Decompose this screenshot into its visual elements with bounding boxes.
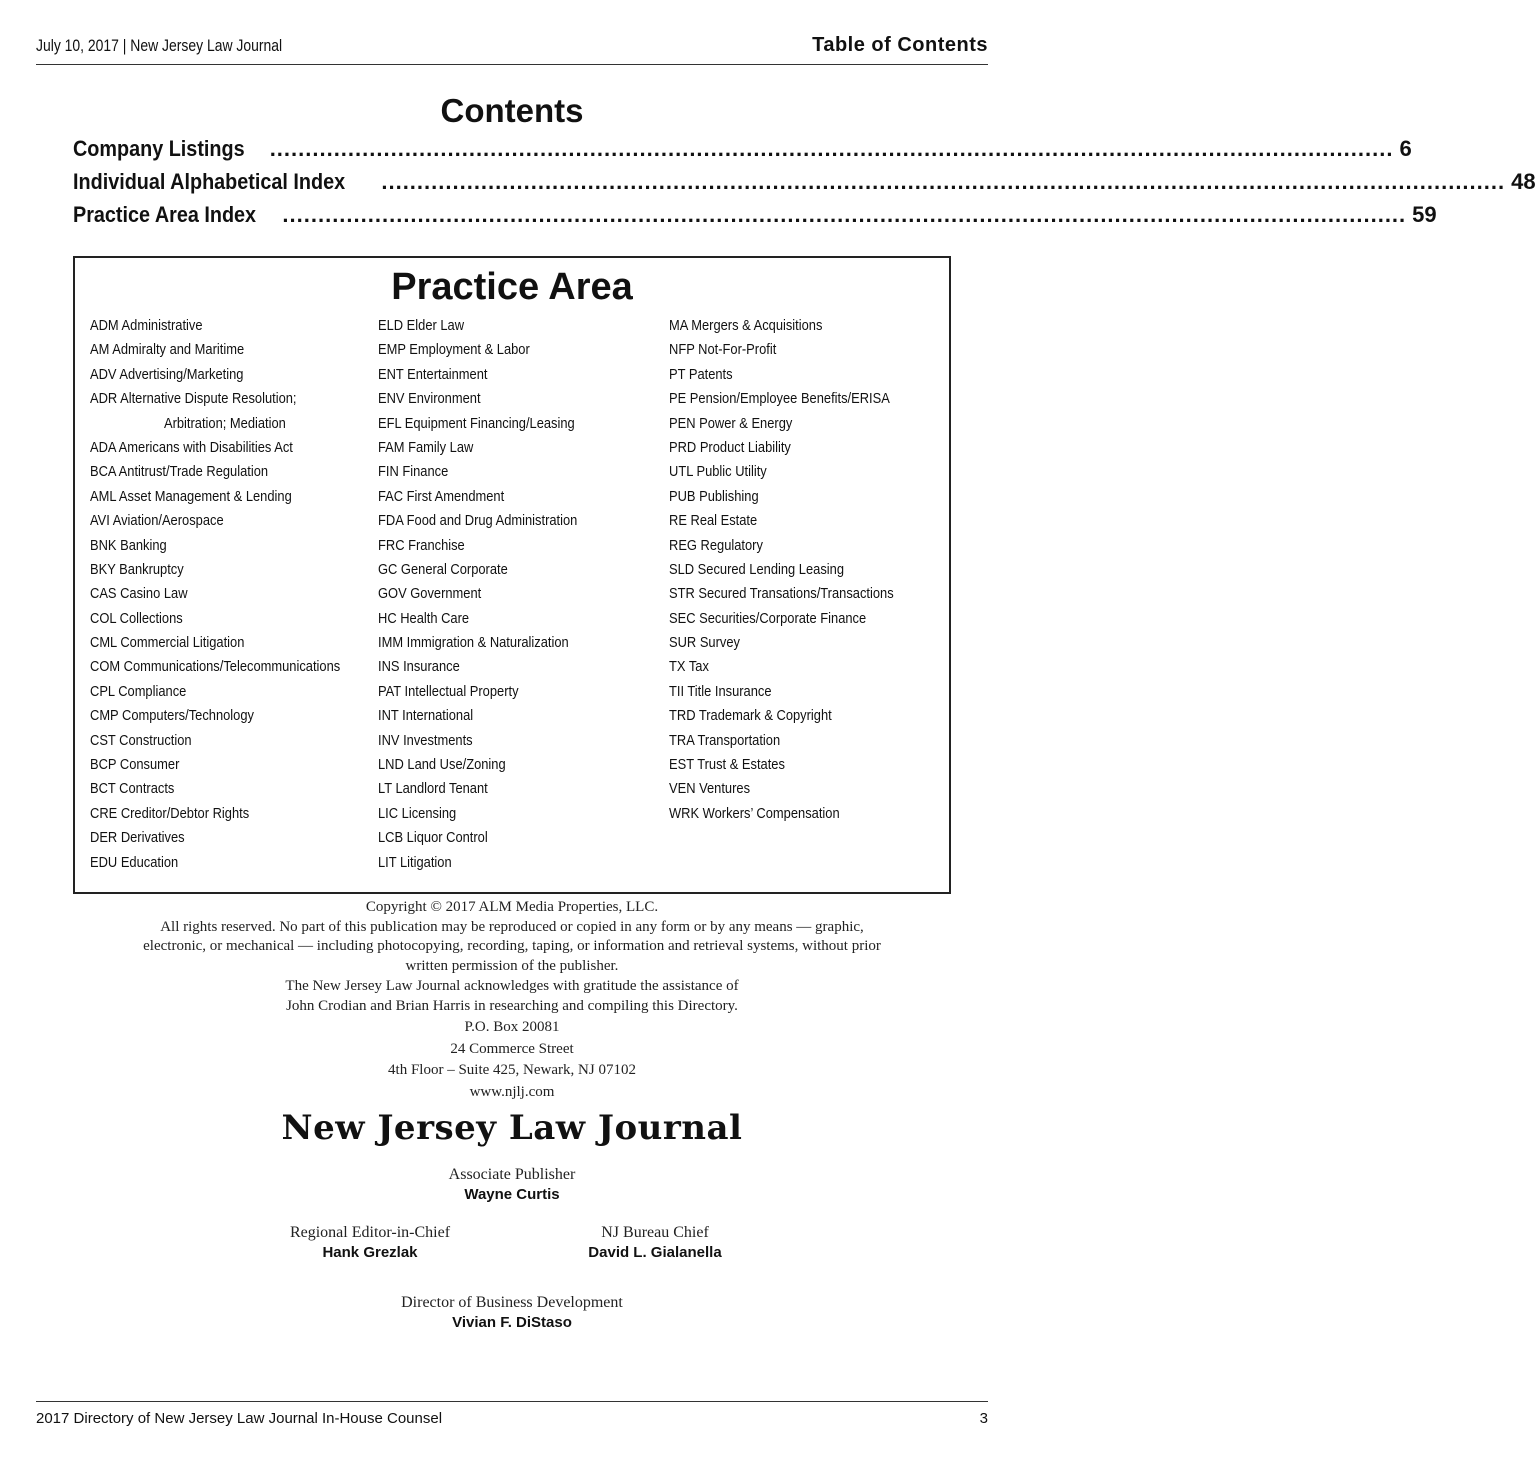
staff-role: Associate Publisher <box>448 1166 576 1183</box>
footer-publication-title: 2017 Directory of New Jersey Law Journal In-House Counsel <box>36 1410 443 1427</box>
practice-area-item: VEN Ventures <box>669 780 751 798</box>
practice-area-item: IMM Immigration & Naturalization <box>378 634 569 652</box>
practice-area-item: CPL Compliance <box>90 682 187 700</box>
practice-area-item: LND Land Use/Zoning <box>378 756 506 774</box>
practice-area-item: EMP Employment & Labor <box>378 341 530 359</box>
director-block <box>0 1294 1024 1331</box>
practice-area-item: FAM Family Law <box>378 438 474 456</box>
practice-area-item: FDA Food and Drug Administration <box>378 512 578 530</box>
practice-area-item: BCA Antitrust/Trade Regulation <box>90 463 269 481</box>
practice-area-item: EFL Equipment Financing/Leasing <box>378 414 575 432</box>
practice-area-item: ADV Advertising/Marketing <box>90 365 244 383</box>
table-of-contents <box>73 136 1536 235</box>
toc-entry[interactable] <box>73 169 1536 202</box>
practice-area-item: AVI Aviation/Aerospace <box>90 512 224 530</box>
address-line: www.njlj.com <box>469 1083 555 1100</box>
contents-heading: Contents <box>440 92 584 129</box>
page-number: 3 <box>979 1410 988 1427</box>
staff-role: NJ Bureau Chief <box>601 1224 709 1241</box>
copyright-line: John Crodian and Brian Harris in researching and compiling this Directory. <box>286 997 738 1014</box>
practice-area-item: PRD Product Liability <box>669 438 791 456</box>
copyright-line: written permission of the publisher. <box>405 958 619 975</box>
practice-area-item: BKY Bankruptcy <box>90 560 184 578</box>
practice-area-column-1 <box>90 314 381 875</box>
practice-area-item: NFP Not-For-Profit <box>669 341 777 359</box>
practice-area-item: BCT Contracts <box>90 780 175 798</box>
staff-role: Regional Editor-in-Chief <box>289 1224 451 1241</box>
practice-area-item: GOV Government <box>378 585 482 603</box>
copyright-line: All rights reserved. No part of this publication may be reproduced or copied in any form or by any means — graphic, <box>160 918 864 935</box>
practice-area-item: RE Real Estate <box>669 512 758 530</box>
practice-area-item: PEN Power & Energy <box>669 414 793 432</box>
practice-area-item: PUB Publishing <box>669 487 759 505</box>
regional-editor-block <box>220 1224 520 1261</box>
page-footer <box>36 1401 988 1432</box>
practice-area-item: HC Health Care <box>378 609 470 627</box>
address-line: 24 Commerce Street <box>450 1040 574 1057</box>
practice-area-item: PE Pension/Employee Benefits/ERISA <box>669 390 890 408</box>
header-publication-date: July 10, 2017 | New Jersey Law Journal <box>36 36 283 55</box>
practice-area-item: CAS Casino Law <box>90 585 188 603</box>
toc-entry-label: Company Listings <box>73 136 245 161</box>
practice-area-item: SLD Secured Lending Leasing <box>669 560 844 578</box>
practice-area-item: CMP Computers/Technology <box>90 707 254 725</box>
practice-area-item: PAT Intellectual Property <box>378 682 519 700</box>
staff-name: David L. Gialanella <box>588 1244 722 1261</box>
practice-area-item: CML Commercial Litigation <box>90 634 245 652</box>
practice-area-item: AML Asset Management & Lending <box>90 487 292 505</box>
practice-area-item: LCB Liquor Control <box>378 829 488 847</box>
practice-area-item: LT Landlord Tenant <box>378 780 488 798</box>
practice-area-column-3 <box>669 314 930 826</box>
practice-area-item: GC General Corporate <box>378 560 508 578</box>
practice-area-item: INS Insurance <box>378 658 460 676</box>
practice-area-heading: Practice Area <box>391 266 633 308</box>
practice-area-column-2 <box>378 314 610 875</box>
copyright-line: The New Jersey Law Journal acknowledges with gratitude the assistance of <box>285 977 739 994</box>
practice-area-item: WRK Workers’ Compensation <box>669 804 840 822</box>
toc-dot-leader: .............................................................................................................................................................. <box>381 169 1506 194</box>
practice-area-item: Arbitration; Mediation <box>163 414 286 432</box>
practice-area-item: INV Investments <box>378 731 473 749</box>
practice-area-item: LIT Litigation <box>378 853 452 871</box>
bureau-chief-block <box>505 1224 805 1261</box>
toc-entry-page: 6 <box>1399 136 1412 161</box>
address-line: 4th Floor – Suite 425, Newark, NJ 07102 <box>388 1062 636 1078</box>
practice-area-item: FAC First Amendment <box>378 487 505 505</box>
associate-publisher-block <box>0 1166 1024 1203</box>
address-line: P.O. Box 20081 <box>464 1019 560 1035</box>
copyright-line: Copyright © 2017 ALM Media Properties, LLC. <box>365 899 659 915</box>
toc-dot-leader: .............................................................................................................................................................. <box>282 202 1407 227</box>
practice-area-item: FRC Franchise <box>378 536 465 554</box>
practice-area-item: TX Tax <box>669 658 709 676</box>
practice-area-item: EDU Education <box>90 853 179 871</box>
toc-dot-leader: .............................................................................................................................................................. <box>269 136 1394 161</box>
practice-area-item: UTL Public Utility <box>669 463 767 481</box>
staff-name: Vivian F. DiStaso <box>452 1314 572 1331</box>
practice-area-item: PT Patents <box>669 365 733 383</box>
toc-entry-page: 59 <box>1412 202 1437 227</box>
practice-area-item: MA Mergers & Acquisitions <box>669 317 823 334</box>
practice-area-item: ENT Entertainment <box>378 365 488 383</box>
toc-entry[interactable] <box>73 136 1412 169</box>
practice-area-item: SUR Survey <box>669 634 740 652</box>
practice-area-item: CRE Creditor/Debtor Rights <box>90 804 250 822</box>
practice-area-item: INT International <box>378 707 474 725</box>
practice-area-item: ENV Environment <box>378 390 481 408</box>
practice-area-item: SEC Securities/Corporate Finance <box>669 609 867 627</box>
toc-entry[interactable] <box>73 202 1437 235</box>
practice-area-item: TRD Trademark & Copyright <box>669 707 832 725</box>
practice-area-item: BCP Consumer <box>90 756 180 774</box>
practice-area-box <box>73 256 951 894</box>
toc-entry-label: Practice Area Index <box>73 202 257 227</box>
practice-area-item: STR Secured Transations/Transactions <box>669 585 894 603</box>
copyright-line: electronic, or mechanical — including photocopying, recording, taping, or information and retrieval systems, without prior <box>143 938 881 955</box>
practice-area-item: TRA Transportation <box>669 731 781 749</box>
practice-area-item: FIN Finance <box>378 463 449 481</box>
practice-area-item: ADM Administrative <box>90 317 203 334</box>
practice-area-item: TII Title Insurance <box>669 682 772 700</box>
copyright-notice <box>80 898 944 1016</box>
practice-area-item: ADA Americans with Disabilities Act <box>90 438 293 456</box>
practice-area-item: BNK Banking <box>90 536 167 554</box>
practice-area-item: LIC Licensing <box>378 804 457 822</box>
practice-area-item: COL Collections <box>90 609 183 627</box>
practice-area-item: ELD Elder Law <box>378 317 465 334</box>
staff-role: Director of Business Development <box>401 1294 623 1311</box>
practice-area-item: CST Construction <box>90 731 192 749</box>
mailing-address <box>0 1017 1024 1103</box>
page-header <box>36 30 988 65</box>
toc-entry-page: 48 <box>1511 169 1536 194</box>
publication-logo: New Jersey Law Journal <box>281 1108 743 1148</box>
practice-area-item: ADR Alternative Dispute Resolution; <box>90 390 297 408</box>
practice-area-item: COM Communications/Telecommunications <box>90 658 341 676</box>
staff-name: Hank Grezlak <box>322 1244 418 1261</box>
practice-area-item: AM Admiralty and Maritime <box>90 341 245 359</box>
practice-area-item: DER Derivatives <box>90 829 185 847</box>
staff-name: Wayne Curtis <box>464 1186 560 1203</box>
practice-area-item: REG Regulatory <box>669 536 763 554</box>
toc-entry-label: Individual Alphabetical Index <box>73 169 346 194</box>
header-section-title: Table of Contents <box>812 34 988 56</box>
practice-area-item: EST Trust & Estates <box>669 756 785 774</box>
